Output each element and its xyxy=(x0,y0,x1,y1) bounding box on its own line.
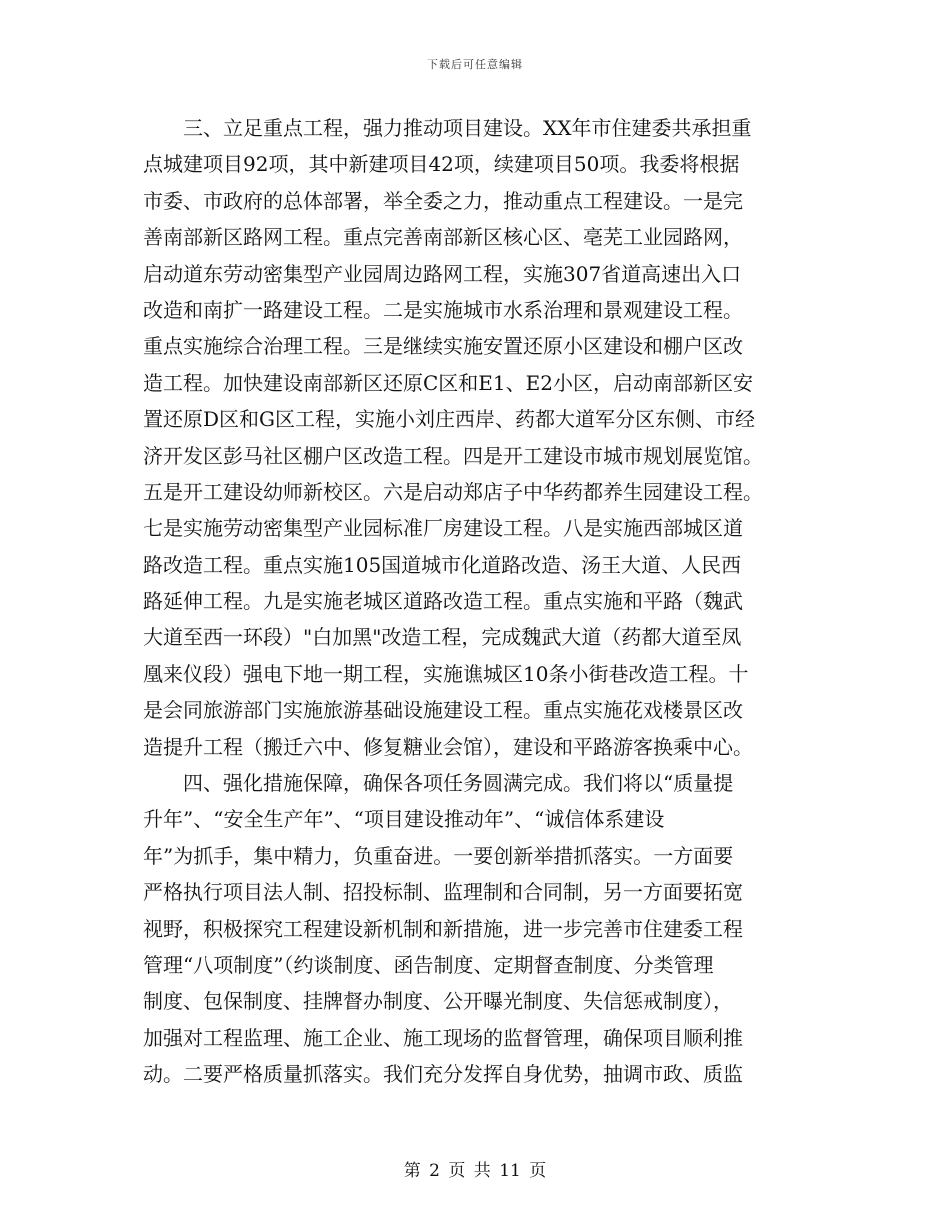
text-line: 严格执行项目法人制、招投标制、监理制和合同制，另一方面要拓宽 xyxy=(143,880,743,905)
text-line: 置还原D区和G区工程，实施小刘庄西岸、药都大道军分区东侧、市经 xyxy=(143,407,756,432)
text-line: 视野，积极探究工程建设新机制和新措施，进一步完善市住建委工程 xyxy=(143,916,743,941)
text-line: 五是开工建设幼师新校区。六是启动郑店子中华药都养生园建设工程。 xyxy=(143,479,763,504)
text-line: 加强对工程监理、施工企业、施工现场的监督管理，确保项目顺利推 xyxy=(143,1025,743,1050)
text-line: 年”为抓手，集中精力，负重奋进。一要创新举措抓落实。一方面要 xyxy=(143,843,734,868)
text-line: 动。二要严格质量抓落实。我们充分发挥自身优势，抽调市政、质监 xyxy=(143,1062,743,1087)
text-line: 三、立足重点工程，强力推动项目建设。XX年市住建委共承担重 xyxy=(143,116,752,140)
text-line: 四、强化措施保障，确保各项任务圆满完成。我们将以“质量提 xyxy=(143,771,734,796)
page-header: 下载后可任意编辑 xyxy=(427,58,523,71)
text-line: 改造和南扩一路建设工程。二是实施城市水系治理和景观建设工程。 xyxy=(143,297,743,322)
text-line: 市委、市政府的总体部署，举全委之力，推动重点工程建设。一是完 xyxy=(143,188,743,213)
text-line: 路改造工程。重点实施105国道城市化道路改造、汤王大道、人民西 xyxy=(143,552,742,577)
text-line: 凰来仪段）强电下地一期工程，实施谯城区10条小街巷改造工程。十 xyxy=(143,661,749,686)
text-line: 济开发区彭马社区棚户区改造工程。四是开工建设市城市规划展览馆。 xyxy=(143,443,763,468)
text-line: 管理“八项制度”（约谈制度、函告制度、定期督查制度、分类管理 xyxy=(143,952,714,977)
text-line: 造工程。加快建设南部新区还原C区和E1、E2小区，启动南部新区安 xyxy=(143,370,753,395)
text-line: 路延伸工程。九是实施老城区道路改造工程。重点实施和平路（魏武 xyxy=(143,589,743,614)
text-line: 造提升工程（搬迁六中、修复糖业会馆），建设和平路游客换乘中心。 xyxy=(143,734,753,759)
text-line: 七是实施劳动密集型产业园标准厂房建设工程。八是实施西部城区道 xyxy=(143,516,743,541)
text-line: 启动道东劳动密集型产业园周边路网工程，实施307省道高速出入口 xyxy=(143,261,742,286)
text-line: 升年”、“安全生产年”、“项目建设推动年”、“诚信体系建设 xyxy=(143,807,665,832)
text-line: 善南部新区路网工程。重点完善南部新区核心区、亳芜工业园路网， xyxy=(143,225,743,250)
text-line: 制度、包保制度、挂牌督办制度、公开曝光制度、失信惩戒制度）， xyxy=(143,989,733,1014)
text-line: 重点实施综合治理工程。三是继续实施安置还原小区建设和棚户区改 xyxy=(143,334,743,359)
text-line: 是会同旅游部门实施旅游基础设施建设工程。重点实施花戏楼景区改 xyxy=(143,698,743,723)
text-line: 点城建项目92项，其中新建项目42项，续建项目50项。我委将根据 xyxy=(143,152,740,177)
text-line: 大道至西一环段）"白加黑"改造工程，完成魏武大道（药都大道至凤 xyxy=(143,625,742,650)
document-body xyxy=(143,110,815,1093)
page-number: 第 2 页 共 11 页 xyxy=(403,1161,547,1181)
